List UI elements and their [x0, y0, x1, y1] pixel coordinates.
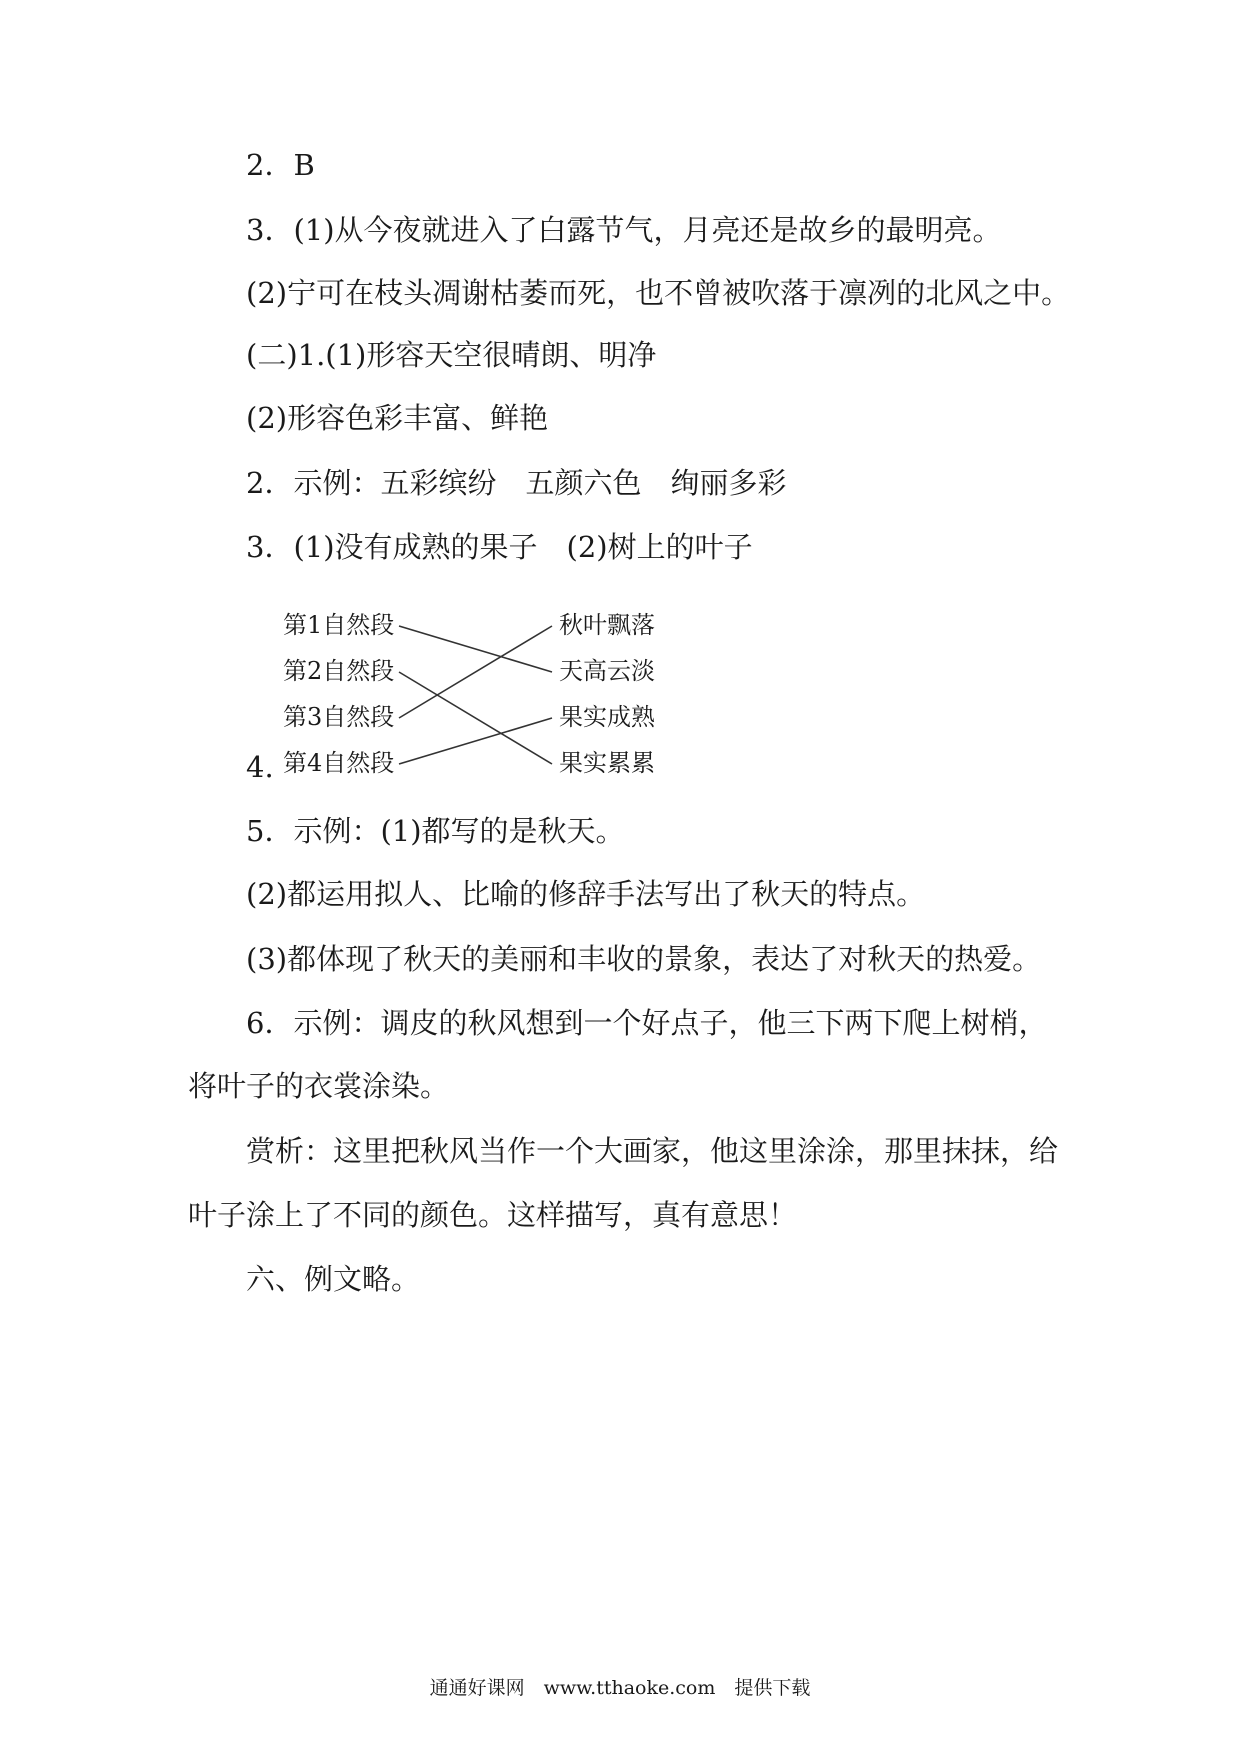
answer-section2-4-number: 4.: [246, 750, 274, 784]
answer-3-2: (2)宁可在枝头凋谢枯萎而死，也不曾被吹落于凛冽的北风之中。: [246, 276, 1071, 310]
appreciation-line1: 赏析：这里把秋风当作一个大画家，他这里涂涂，那里抹抹，给: [246, 1134, 1059, 1168]
match-right-4: 果实累累: [559, 749, 655, 777]
match-line-2: [399, 672, 552, 764]
match-left-4: 第4自然段: [283, 749, 395, 777]
match-line-4: [399, 718, 552, 764]
match-right-3: 果实成熟: [559, 703, 655, 731]
answer-section2-1-2: (2)形容色彩丰富、鲜艳: [246, 401, 549, 435]
answer-section2-5-2: (2)都运用拟人、比喻的修辞手法写出了秋天的特点。: [246, 877, 926, 911]
match-left-3: 第3自然段: [283, 703, 395, 731]
answer-3-1: 3．(1)从今夜就进入了白露节气，月亮还是故乡的最明亮。: [246, 213, 1002, 247]
answer-section2-6-line1: 6．示例：调皮的秋风想到一个好点子，他三下两下爬上树梢，: [246, 1006, 1048, 1040]
match-left-1: 第1自然段: [283, 611, 395, 639]
answer-2: 2．B: [246, 148, 315, 182]
answer-section2-6-line2: 将叶子的衣裳涂染。: [188, 1069, 450, 1103]
match-line-1: [399, 626, 552, 672]
answer-section2-5-3: (3)都体现了秋天的美丽和丰收的景象，表达了对秋天的热爱。: [246, 942, 1042, 976]
match-line-3: [399, 626, 552, 718]
answer-section6: 六、例文略。: [246, 1262, 421, 1296]
match-right-2: 天高云淡: [559, 657, 655, 685]
answer-section2-2: 2．示例：五彩缤纷 五颜六色 绚丽多彩: [246, 466, 787, 500]
page-footer: 通通好课网 www.tthaoke.com 提供下载: [429, 1677, 811, 1699]
match-right-1: 秋叶飘落: [559, 611, 655, 639]
match-left-2: 第2自然段: [283, 657, 395, 685]
answer-section2-5-1: 5．示例：(1)都写的是秋天。: [246, 814, 625, 848]
answer-section2-3: 3．(1)没有成熟的果子 (2)树上的叶子: [246, 530, 753, 564]
answer-section2-1-1: (二)1.(1)形容天空很晴朗、明净: [246, 338, 657, 372]
appreciation-line2: 叶子涂上了不同的颜色。这样描写，真有意思！: [188, 1198, 798, 1232]
